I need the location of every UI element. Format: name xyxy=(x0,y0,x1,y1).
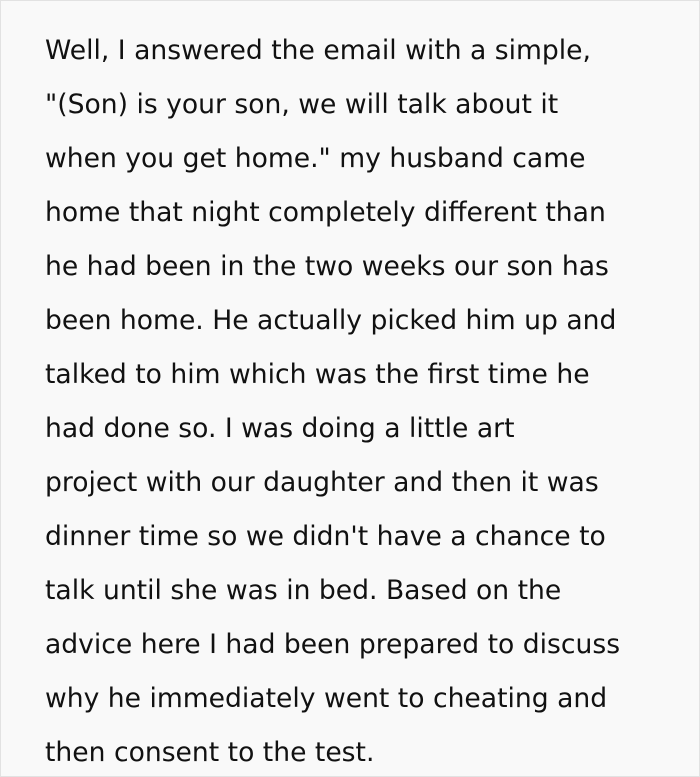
paragraph-line: why he immediately went to cheating and xyxy=(45,683,608,714)
paragraph-line: talked to him which was the first time he xyxy=(45,359,590,390)
paragraph-line: he had been in the two weeks our son has xyxy=(45,251,609,282)
paragraph-line: dinner time so we didn't have a chance to xyxy=(45,521,606,552)
paragraph-line: talk until she was in bed. Based on the xyxy=(45,575,562,606)
paragraph-line: when you get home." my husband came xyxy=(45,143,586,174)
paragraph-line: advice here I had been prepared to discuss xyxy=(45,629,621,660)
paragraph-line: "(Son) is your son, we will talk about it xyxy=(45,89,559,120)
paragraph-line: been home. He actually picked him up and xyxy=(45,305,617,336)
paragraph-line: had done so. I was doing a little art xyxy=(45,413,515,444)
paragraph-line: home that night completely different than xyxy=(45,197,606,228)
story-paragraph xyxy=(45,24,685,777)
paragraph-line: then consent to the test. xyxy=(45,737,375,768)
paragraph-line: Well, I answered the email with a simple, xyxy=(45,35,591,66)
paragraph-line: project with our daughter and then it was xyxy=(45,467,599,498)
